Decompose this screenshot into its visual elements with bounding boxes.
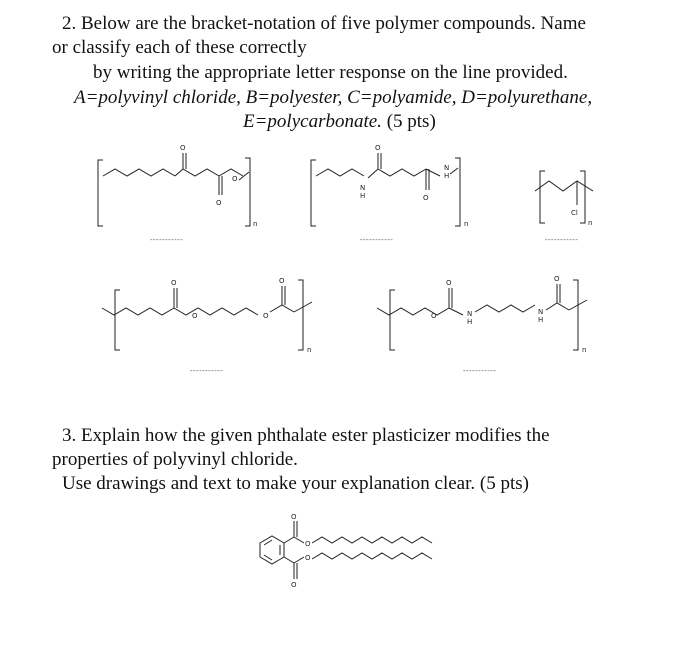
- nitrogen-label: N: [360, 184, 366, 192]
- hydrogen-label: H: [467, 318, 473, 326]
- bracket-right: [298, 280, 303, 350]
- oxygen-label: O: [305, 540, 311, 548]
- oxygen-label: O: [305, 554, 311, 562]
- oxygen-label: O: [423, 194, 429, 202]
- oxygen-label: O: [431, 312, 437, 320]
- hydrogen-label: H: [360, 192, 366, 200]
- chain-segment: [103, 169, 175, 176]
- answer-blank-3[interactable]: -----------: [545, 236, 579, 244]
- alkyl-chain-lower: [312, 553, 432, 559]
- answer-blank-1[interactable]: -----------: [150, 236, 184, 244]
- q2-points: (5 pts): [381, 111, 436, 132]
- q3-line-2: properties of polyvinyl chloride.: [52, 449, 298, 470]
- nitrogen-label: N: [538, 308, 544, 316]
- polymer-structure-2: [308, 144, 488, 230]
- q2-line-2: or classify each of these correctly: [52, 37, 307, 58]
- bracket-left: [540, 171, 545, 223]
- repeat-subscript: n: [582, 346, 587, 354]
- q3-line-1: 3. Explain how the given phthalate ester plasticizer modifies the: [62, 425, 550, 446]
- answer-blank-2[interactable]: -----------: [360, 236, 394, 244]
- bracket-right: [245, 158, 250, 226]
- q2-line-1: 2. Below are the bracket-notation of five polymer compounds. Name: [62, 13, 586, 34]
- polymer-structure-3: [535, 163, 605, 229]
- oxygen-label: O: [192, 312, 198, 320]
- repeat-subscript: n: [464, 220, 469, 228]
- alkyl-chain-upper: [312, 537, 432, 543]
- nitrogen-label: N: [444, 164, 450, 172]
- bracket-left: [115, 290, 120, 350]
- repeat-subscript: n: [307, 346, 312, 354]
- oxygen-label: O: [279, 277, 285, 285]
- bracket-left: [98, 160, 103, 226]
- oxygen-label: O: [554, 275, 560, 283]
- q2-key-e: E=polycarbonate.: [243, 111, 382, 132]
- hydrogen-label: H: [538, 316, 544, 324]
- q2-line-3: by writing the appropriate letter response on the line provided.: [93, 62, 568, 83]
- polymer-structure-5: [375, 272, 605, 362]
- oxygen-label: O: [171, 279, 177, 287]
- polymer-structure-1: [95, 144, 265, 230]
- q2-answer-key: A=polyvinyl chloride, B=polyester, C=polyamide, D=polyurethane,: [74, 87, 593, 108]
- bracket-right: [573, 280, 578, 350]
- q2-answer-key-cont: [243, 110, 436, 134]
- polymer-structure-4: [100, 272, 330, 362]
- oxygen-label: O: [263, 312, 269, 320]
- phthalate-plasticizer-structure: [250, 513, 440, 589]
- oxygen-label: O: [216, 199, 222, 207]
- oxygen-label: O: [232, 175, 238, 183]
- bracket-left: [311, 160, 316, 226]
- bracket-right: [580, 171, 585, 223]
- bracket-left: [390, 290, 395, 350]
- answer-blank-5[interactable]: -----------: [463, 367, 497, 375]
- answer-blank-4[interactable]: -----------: [190, 367, 224, 375]
- q3-line-3: Use drawings and text to make your explanation clear. (5 pts): [62, 473, 529, 494]
- repeat-subscript: n: [588, 219, 593, 227]
- oxygen-label: O: [375, 144, 381, 152]
- oxygen-label: O: [180, 144, 186, 152]
- repeat-subscript: n: [253, 220, 258, 228]
- nitrogen-label: N: [467, 310, 473, 318]
- chlorine-label: Cl: [571, 209, 578, 217]
- hydrogen-label: H: [444, 172, 450, 180]
- oxygen-label: O: [446, 279, 452, 287]
- oxygen-label: O: [291, 581, 297, 589]
- oxygen-label: O: [291, 513, 297, 521]
